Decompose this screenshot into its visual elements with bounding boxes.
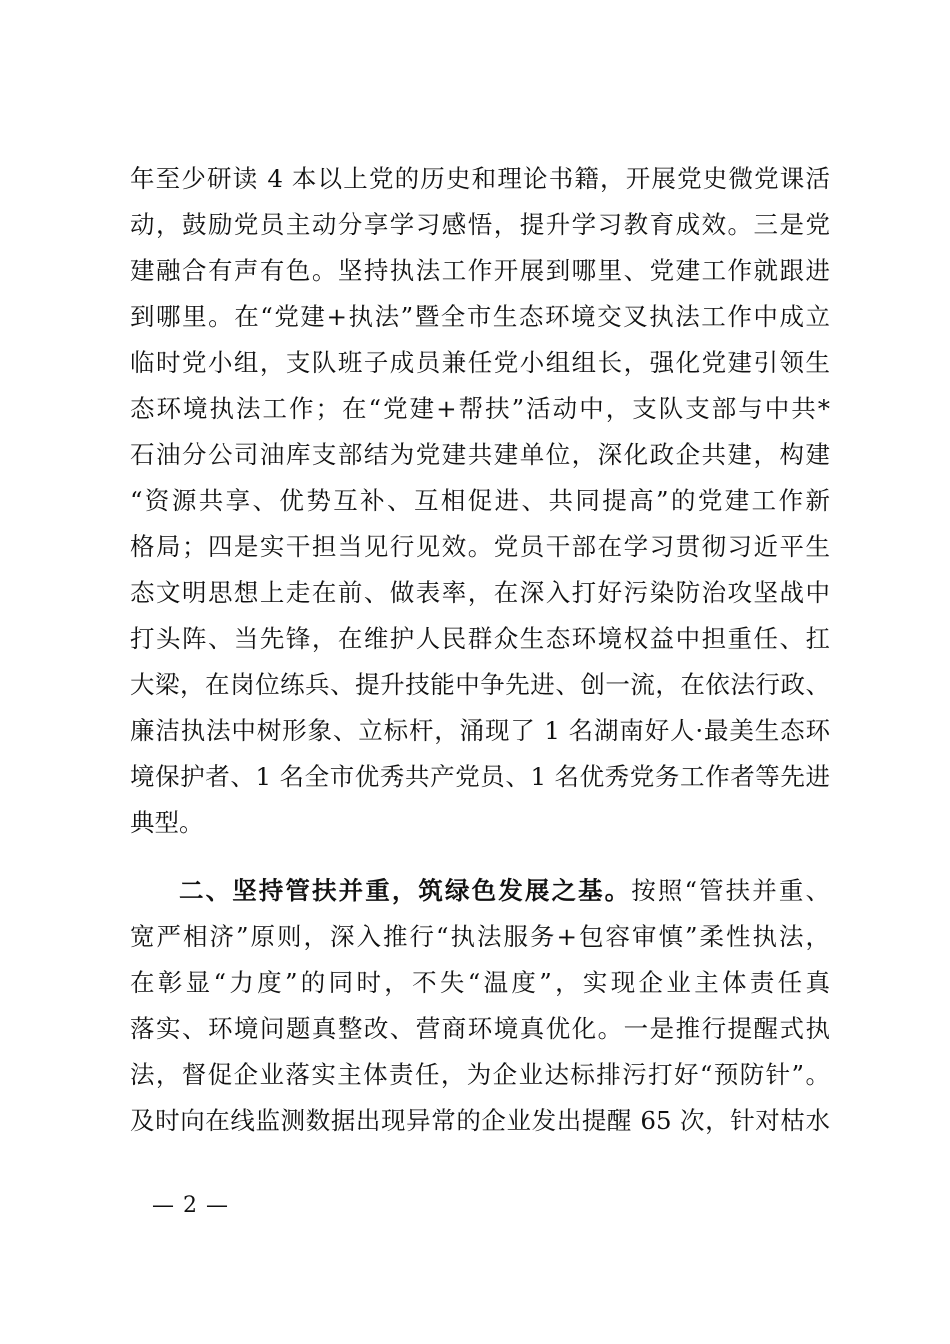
text-line: 大梁，在岗位练兵、提升技能中争先进、创一流，在依法行政、	[130, 670, 830, 699]
paragraph-gap	[130, 846, 830, 868]
body-text	[130, 156, 830, 1144]
text-line: 石油分公司油库支部结为党建共建单位，深化政企共建，构建	[130, 440, 830, 469]
text-line: 态文明思想上走在前、做表率，在深入打好污染防治攻坚战中	[130, 578, 830, 607]
paragraph-2	[130, 868, 830, 1144]
text-line: 及时向在线监测数据出现异常的企业发出提醒 65 次，针对枯水	[130, 1106, 830, 1135]
section-heading: 二、坚持管扶并重，筑绿色发展之基。	[179, 876, 632, 905]
section-heading-line	[130, 868, 830, 914]
text-line: 法，督促企业落实主体责任，为企业达标排污打好“预防针”。	[130, 1060, 830, 1089]
text-line: 到哪里。在“党建+执法”暨全市生态环境交叉执法工作中成立	[130, 302, 830, 331]
text-line: 动，鼓励党员主动分享学习感悟，提升学习教育成效。三是党	[130, 210, 830, 239]
heading-line-rest: 按照“管扶并重、	[631, 876, 830, 905]
text-line: 建融合有声有色。坚持执法工作开展到哪里、党建工作就跟进	[130, 256, 830, 285]
text-line: 格局；四是实干担当见行见效。党员干部在学习贯彻习近平生	[130, 532, 830, 561]
text-line: 廉洁执法中树形象、立标杆，涌现了 1 名湖南好人·最美生态环	[130, 716, 830, 745]
text-line: 典型。	[130, 808, 204, 837]
text-line: 宽严相济”原则，深入推行“执法服务+包容审慎”柔性执法，	[130, 922, 830, 951]
text-line: 打头阵、当先锋，在维护人民群众生态环境权益中担重任、扛	[130, 624, 830, 653]
page-number: — 2 —	[152, 1193, 229, 1218]
text-line: “资源共享、优势互补、互相促进、共同提高”的党建工作新	[130, 486, 830, 515]
text-line: 态环境执法工作；在“党建+帮扶”活动中，支队支部与中共*	[130, 394, 830, 423]
paragraph-1	[130, 156, 830, 846]
text-line: 年至少研读 4 本以上党的历史和理论书籍，开展党史微党课活	[130, 164, 830, 193]
text-line: 在彰显“力度”的同时，不失“温度”，实现企业主体责任真	[130, 968, 830, 997]
text-line: 境保护者、1 名全市优秀共产党员、1 名优秀党务工作者等先进	[130, 762, 830, 791]
text-line: 临时党小组，支队班子成员兼任党小组组长，强化党建引领生	[130, 348, 830, 377]
text-line: 落实、环境问题真整改、营商环境真优化。一是推行提醒式执	[130, 1014, 830, 1043]
